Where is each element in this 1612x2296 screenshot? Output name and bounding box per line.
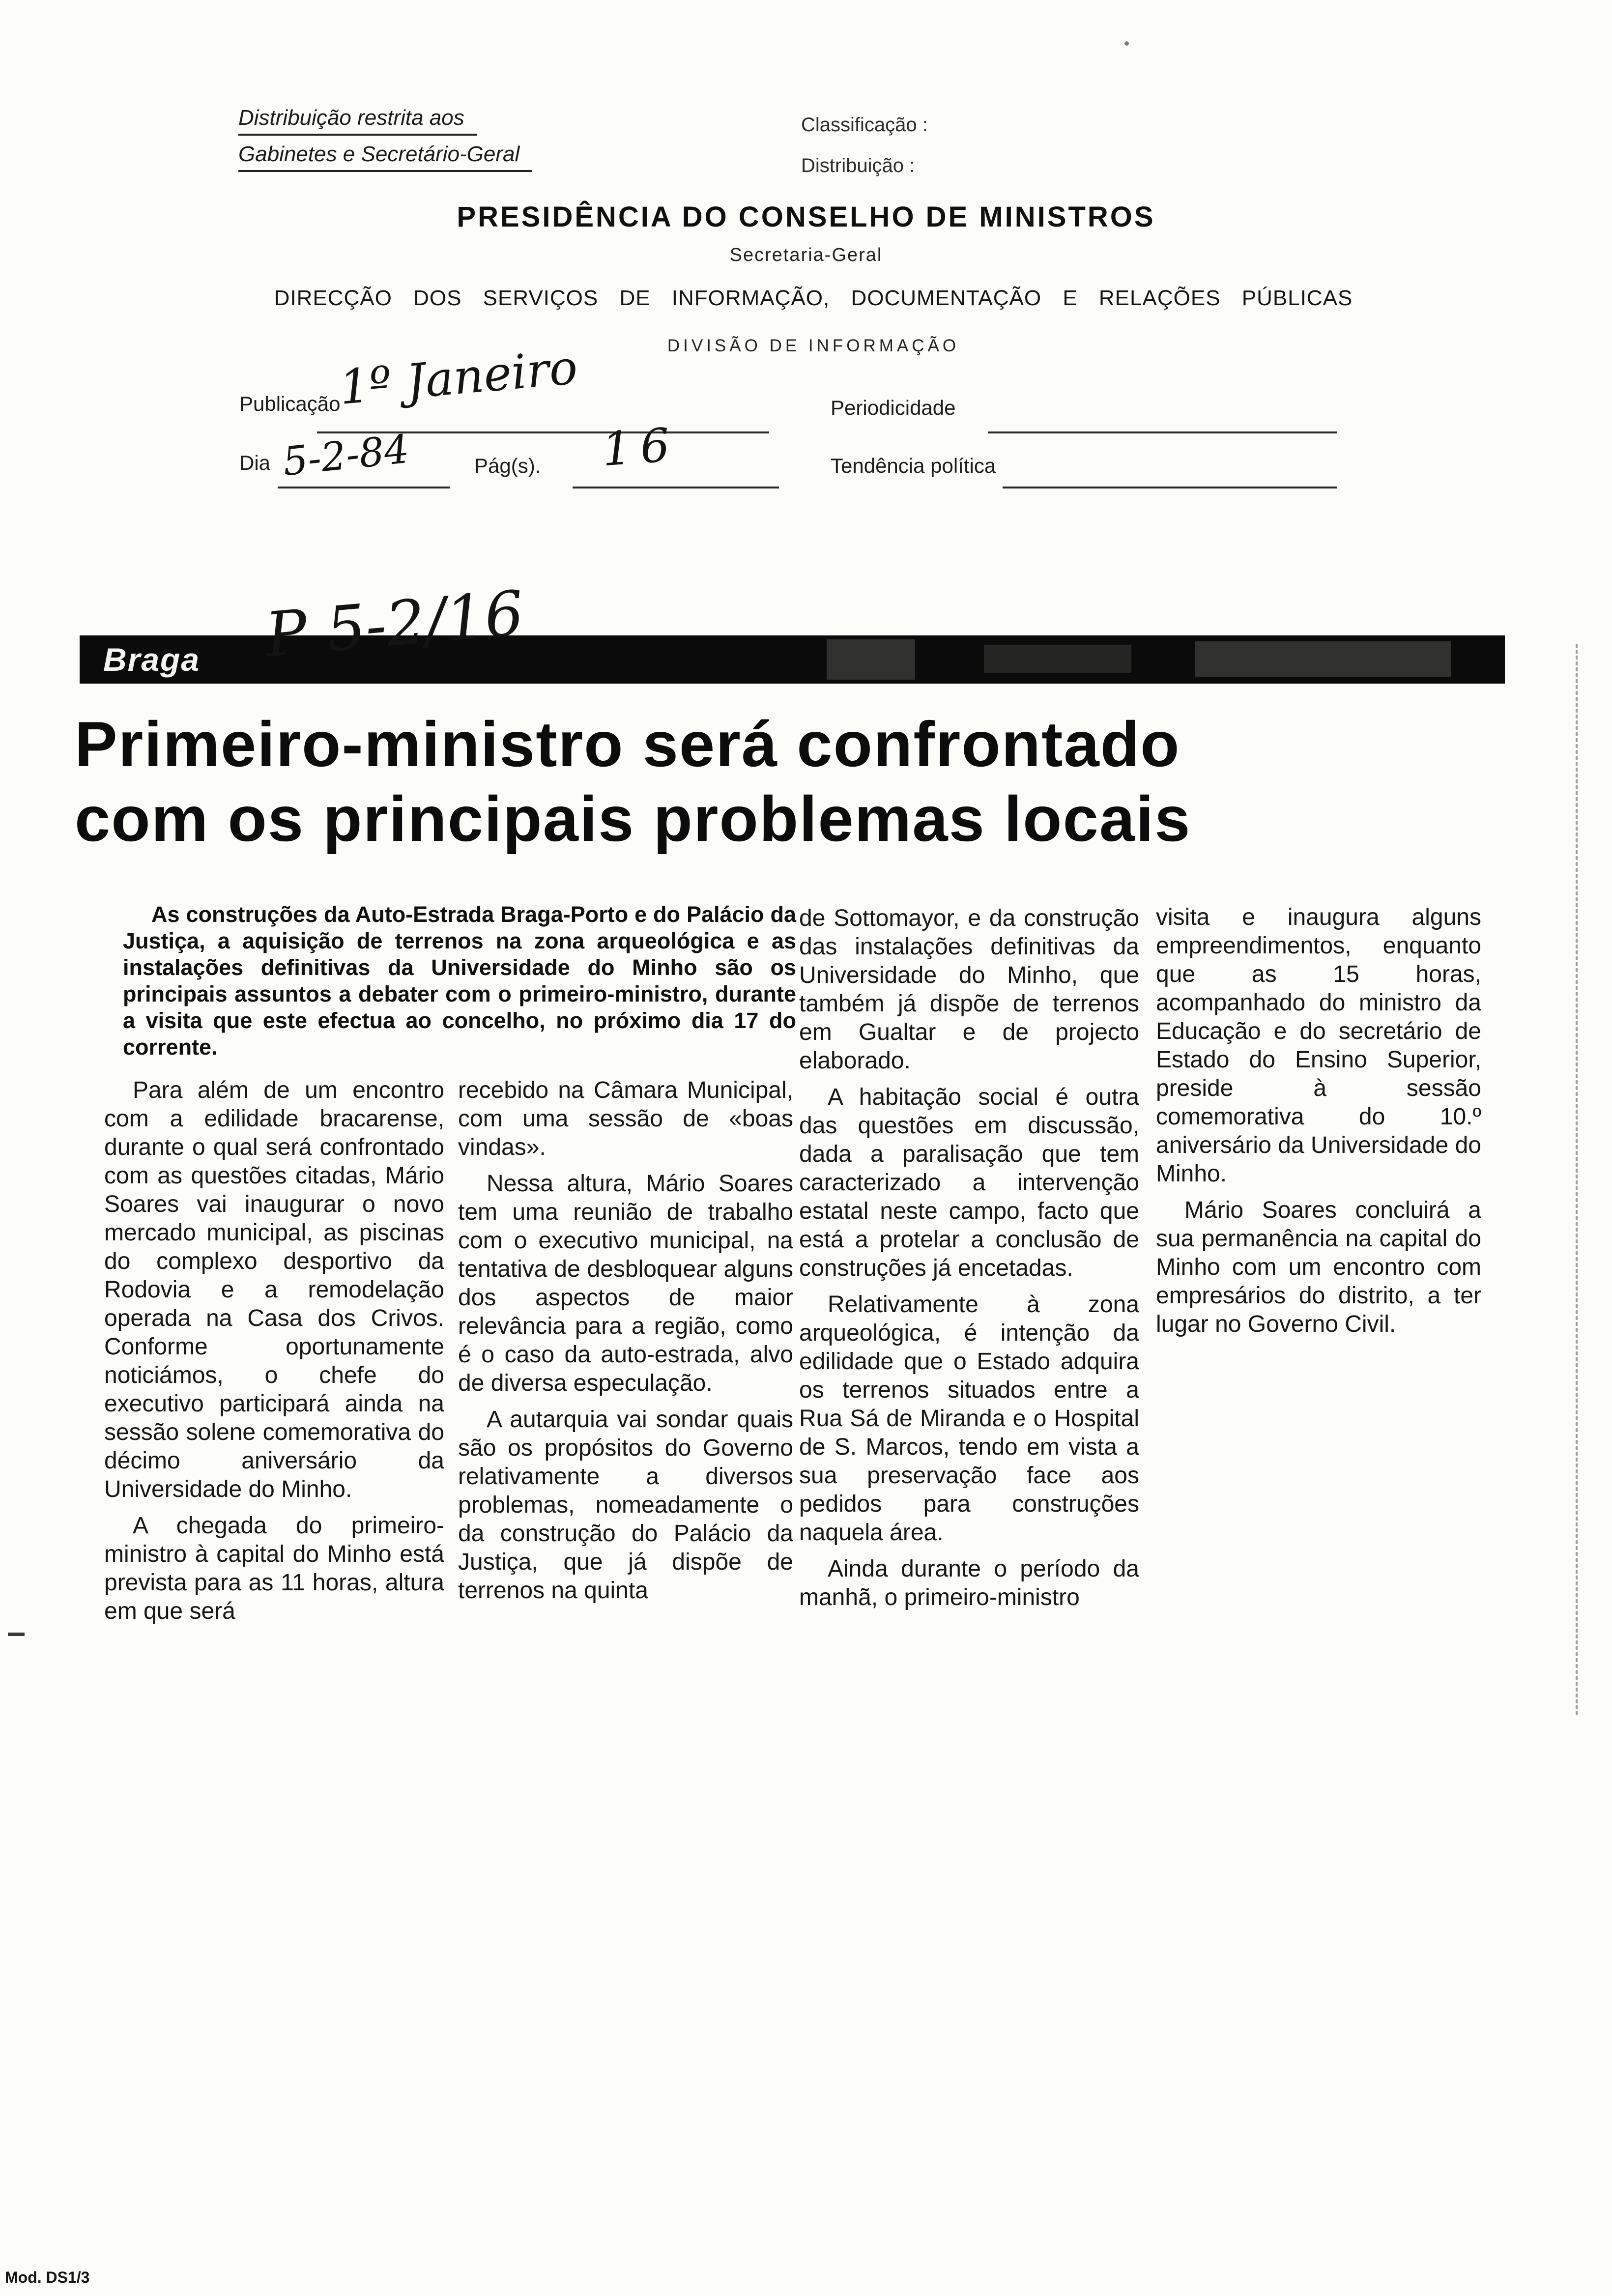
org-title: PRESIDÊNCIA DO CONSELHO DE MINISTROS [457,201,1155,233]
dia-handwritten-value: 5-2-84 [280,426,411,485]
tendencia-field-line [1003,487,1337,488]
dia-label: Dia [239,451,271,474]
scan-margin-mark [8,1633,25,1636]
classification-block [801,114,928,196]
article-column-4 [1156,903,1481,1347]
paragraph: Nessa altura, Mário Soares tem uma reunião de trabalho com o executivo municipal, na tentativa de desbloquear alguns dos aspectos de maior relevância para a região, como é o caso da auto-estrada, alvo de diversa especulação. [458,1171,793,1396]
paragraph: de Sottomayor, e da construção das instalações definitivas da Universidade do Minho, que também já dispõe de terrenos em Gualtar e de projecto elaborado. [799,905,1139,1074]
division-line: DIVISÃO DE INFORMAÇÃO [667,336,960,355]
paragraph: A chegada do primeiro-ministro à capital do Minho está prevista para as 11 horas, altura em que será [104,1513,444,1624]
pags-label: Pág(s). [474,454,541,477]
dia-field-line [278,487,450,488]
publicacao-handwritten-value: 1º Janeiro [337,340,580,415]
scan-speck [1124,41,1129,46]
pags-field-line [573,487,779,488]
restricted-line-1: Distribuição restrita aos [238,107,477,136]
article-lead-paragraph: As construções da Auto-Estrada Braga-Porto e do Palácio da Justiça, a aquisição de terrenos na zona arqueológica e as instalações definitivas da Universidade do Minho são os principais assuntos a debater com o primeiro-ministro, durante a visita que este efectua ao concelho, no próximo dia 17 do corrente. [123,902,796,1060]
paragraph: A autarquia vai sondar quais são os propósitos do Governo relativamente a diversos problemas, nomeadamente o da construção do Palácio da Justiça, que já dispõe de terrenos na quinta [458,1406,793,1604]
paragraph: recebido na Câmara Municipal, com uma sessão de «boas vindas». [458,1077,793,1160]
paragraph: Para além de um encontro com a edilidade bracarense, durante o qual será confrontado com as questões citadas, Mário Soares vai inaugurar o novo mercado municipal, as piscinas do complexo desportivo da Rodovia e a remodelação operada na Casa dos Crivos. Conforme oportunamente noticiámos, o chefe do executivo participará ainda na sessão solene comemorativa do décimo aniversário da Universidade do Minho. [104,1077,444,1502]
headline-line-1: Primeiro-ministro será confrontado [75,708,1180,780]
headline-line-2: com os principais problemas locais [75,783,1191,855]
paragraph: Relativamente à zona arqueológica, é intenção da edilidade que o Estado adquira os terrenos situados entre a Rua Sá de Miranda e o Hospital de S. Marcos, tendo em vista a sua preservação face aos pedidos para construções naquela área. [799,1292,1139,1546]
article-column-3 [799,904,1139,1620]
tendencia-label: Tendência política [831,454,996,477]
classificacao-label: Classificação : [801,114,928,136]
article-headline [75,707,1554,856]
paragraph: A habitação social é outra das questões em discussão, dada a paralisação que tem caracterizado a intervenção estatal neste campo, facto que está a protelar a conclusão de construções já encetadas. [799,1084,1139,1281]
handwritten-reference: P 5-2/16 [262,577,527,671]
distribuicao-label: Distribuição : [801,155,915,176]
section-label: Braga [103,641,201,678]
scan-edge-artifact [1576,644,1578,1715]
publicacao-label: Publicação [239,392,341,415]
article-column-1 [104,1076,444,1634]
paragraph: Ainda durante o período da manhã, o primeiro-ministro [799,1556,1139,1610]
restricted-distribution-note [238,107,532,180]
pags-handwritten-value: 16 [600,418,681,477]
restricted-line-2: Gabinetes e Secretário-Geral [238,144,532,172]
department-line: DIRECÇÃO DOS SERVIÇOS DE INFORMAÇÃO, DOCUMENTAÇÃO E RELAÇÕES PÚBLICAS [274,286,1353,310]
form-model-number: Mod. DS1/3 [5,2268,90,2286]
paragraph: Mário Soares concluirá a sua permanência na capital do Minho com um encontro com empresários do distrito, a ter lugar no Governo Civil. [1156,1197,1481,1337]
scan-noise-patch [984,645,1131,673]
periodicidade-field-line [988,431,1337,433]
org-subtitle: Secretaria-Geral [729,245,883,265]
scan-noise-patch [1195,641,1451,677]
scan-noise-patch [827,639,915,680]
periodicidade-label: Periodicidade [831,396,956,419]
paragraph: visita e inaugura alguns empreendimentos, enquanto que as 15 horas, acompanhado do ministro da Educação e do secretário de Estado do Ensino Superior, preside à sessão comemorativa do 10.º aniversário da Universidade do Minho. [1156,904,1481,1187]
article-column-2 [458,1076,793,1613]
